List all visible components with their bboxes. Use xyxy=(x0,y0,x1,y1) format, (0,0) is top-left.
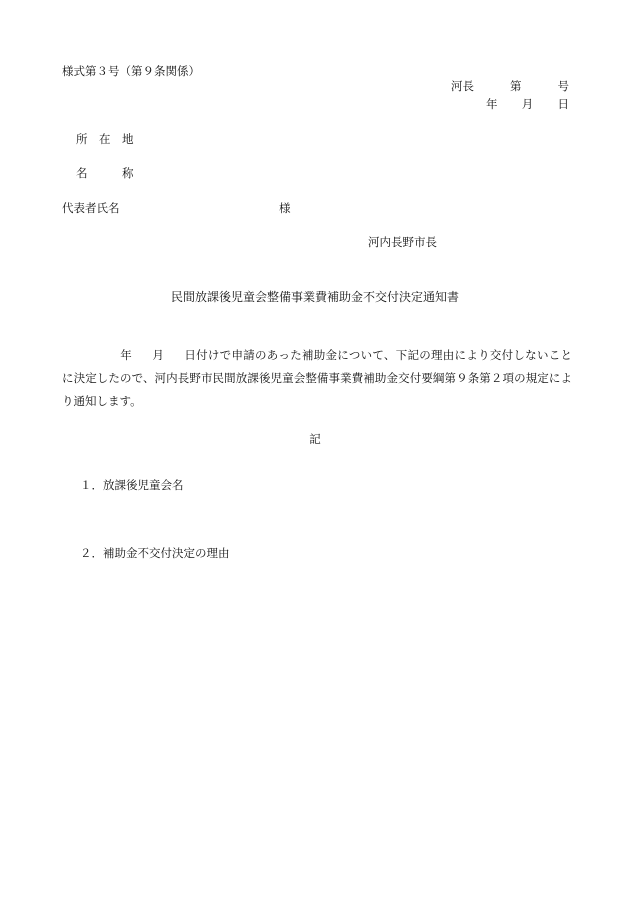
ki-heading: 記 xyxy=(309,432,321,446)
body-month: 月 xyxy=(152,348,165,362)
representative-label: 代表者氏名 xyxy=(62,201,120,215)
body-text: 日付けで申請のあった補助金について、下記の理由により交付しないことに決定したので、河内長野市民間放課後児童会整備事業費補助金交付要綱第９条第２項の規定により通知します。 xyxy=(62,348,573,408)
issue-number-dai: 第 xyxy=(510,79,522,93)
body-year: 年 xyxy=(120,348,133,362)
issuer: 河内長野市長 xyxy=(368,235,437,249)
issue-date-month: 月 xyxy=(521,97,534,111)
item-non-grant-reason: ２．補助金不交付決定の理由 xyxy=(80,546,230,560)
form-number: 様式第３号（第９条関係） xyxy=(62,64,200,78)
issue-number-prefix: 河長 xyxy=(451,79,474,93)
issue-date xyxy=(486,99,569,111)
issue-date-year: 年 xyxy=(486,97,498,111)
issue-date-day: 日 xyxy=(557,97,569,111)
document-title: 民間放課後児童会整備事業費補助金不交付決定通知書 xyxy=(170,290,459,304)
body-paragraph xyxy=(62,344,572,413)
item-children-club-name: １．放課後児童会名 xyxy=(80,478,184,492)
address-label: 所 在 地 xyxy=(76,132,134,146)
issue-number xyxy=(451,81,569,93)
honorific: 様 xyxy=(279,201,291,215)
name-label: 名 称 xyxy=(76,166,134,180)
issue-number-go: 号 xyxy=(557,79,569,93)
